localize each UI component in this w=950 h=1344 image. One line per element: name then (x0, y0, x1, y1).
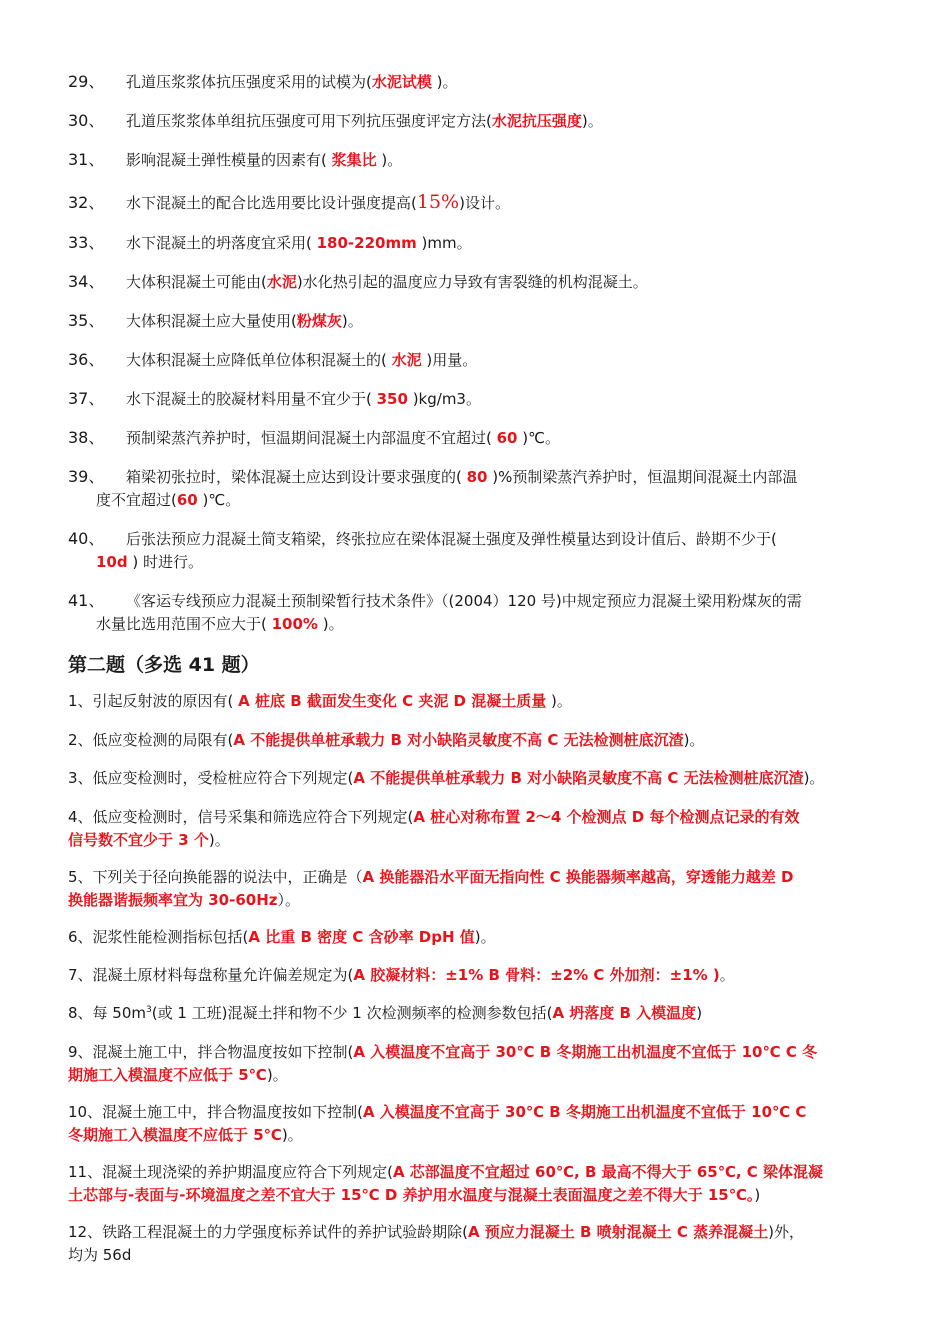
multi-question-1: 1、引起反射波的原因有( A 桩底 B 截面发生变化 C 夹泥 D 混凝土质量 )。 (68, 692, 572, 710)
question-33: 33、 水下混凝土的坍落度宜采用( 180-220mm )mm。 (68, 233, 472, 252)
question-29: 29、 孔道压浆浆体抗压强度采用的试模为(水泥试模 )。 (68, 72, 458, 91)
question-32: 32、 水下混凝土的配合比选用要比设计强度提高(15%)设计。 (68, 191, 510, 213)
multi-question-3: 3、低应变检测时，受检桩应符合下列规定(A 不能提供单桩承载力 B 对小缺陷灵敏度不高 C 无法检测桩底沉渣)。 (68, 769, 825, 787)
multi-question-10: 10、混凝土施工中，拌合物温度按如下控制(A 入模温度不宜高于 30℃ B 冬期施工出机温度不宜低于 10℃ C 冬期施工入模温度不应低于 5℃)。 (68, 1103, 807, 1144)
question-31: 31、 影响混凝土弹性模量的因素有( 浆集比 )。 (68, 150, 403, 169)
question-40: 40、 后张法预应力混凝土简支箱梁，终张拉应在梁体混凝土强度及弹性模量达到设计值后、龄期不少于( 10d ) 时进行。 (68, 529, 777, 571)
question-41: 41、 《客运专线预应力混凝土预制梁暂行技术条件》（(2004）120 号)中规定预应力混凝土梁用粉煤灰的需 水量比选用范围不应大于( 100% )。 (68, 591, 802, 633)
question-34: 34、 大体积混凝土可能由(水泥)水化热引起的温度应力导致有害裂缝的机构混凝土。 (68, 272, 648, 291)
multi-question-12: 12、铁路工程混凝土的力学强度标养试件的养护试验龄期除(A 预应力混凝土 B 喷射混凝土 C 蒸养混凝土)外， 均为 56d (68, 1223, 804, 1264)
question-38: 38、 预制梁蒸汽养护时，恒温期间混凝土内部温度不宜超过( 60 )℃。 (68, 428, 560, 447)
question-30: 30、 孔道压浆浆体单组抗压强度可用下列抗压强度评定方法(水泥抗压强度)。 (68, 111, 603, 130)
multi-question-4: 4、低应变检测时，信号采集和筛选应符合下列规定(A 桩心对称布置 2～4 个检测点 D 每个检测点记录的有效 信号数不宜少于 3 个)。 (68, 808, 800, 849)
multi-question-5: 5、下列关于径向换能器的说法中，正确是（A 换能器沿水平面无指向性 C 换能器频率越高，穿透能力越差 D 换能器谐振频率宜为 30-60Hz）。 (68, 868, 794, 909)
multi-question-11: 11、混凝土现浇梁的养护期温度应符合下列规定(A 芯部温度不宜超过 60℃, B 最高不得大于 65℃, C 梁体混凝 土芯部与-表面与-环境温度之差不宜大于 15℃ D 养护用水温度与混凝土表面温度之差不得大于 15℃。) (68, 1163, 824, 1204)
multi-question-9: 9、混凝土施工中，拌合物温度按如下控制(A 入模温度不宜高于 30℃ B 冬期施工出机温度不宜低于 10℃ C 冬 期施工入模温度不应低于 5℃)。 (68, 1043, 818, 1084)
question-37: 37、 水下混凝土的胶凝材料用量不宜少于( 350 )kg/m3。 (68, 389, 481, 408)
question-39: 39、 箱梁初张拉时，梁体混凝土应达到设计要求强度的( 80 )%预制梁蒸汽养护时，恒温期间混凝土内部温 度不宜超过(60 )℃。 (68, 467, 798, 509)
question-36: 36、 大体积混凝土应降低单位体积混凝土的( 水泥 )用量。 (68, 350, 478, 369)
multi-question-2: 2、低应变检测的局限有(A 不能提供单桩承载力 B 对小缺陷灵敏度不高 C 无法检测桩底沉渣)。 (68, 731, 705, 749)
section-heading: 第二题（多选 41 题） (68, 654, 260, 676)
multi-question-7: 7、混凝土原材料每盘称量允许偏差规定为(A 胶凝材料：±1% B 骨料：±2% C 外加剂：±1% )。 (68, 966, 735, 984)
multi-question-8: 8、每 $50m^3$(或 1 工班)混凝土拌和物不少 1 次检测频率的检测参数包括(A 坍落度 B 入模温度) (68, 1004, 703, 1022)
multi-question-6: 6、泥浆性能检测指标包括(A 比重 B 密度 C 含砂率 DpH 值)。 (68, 928, 496, 946)
question-35: 35、 大体积混凝土应大量使用(粉煤灰)。 (68, 311, 363, 330)
